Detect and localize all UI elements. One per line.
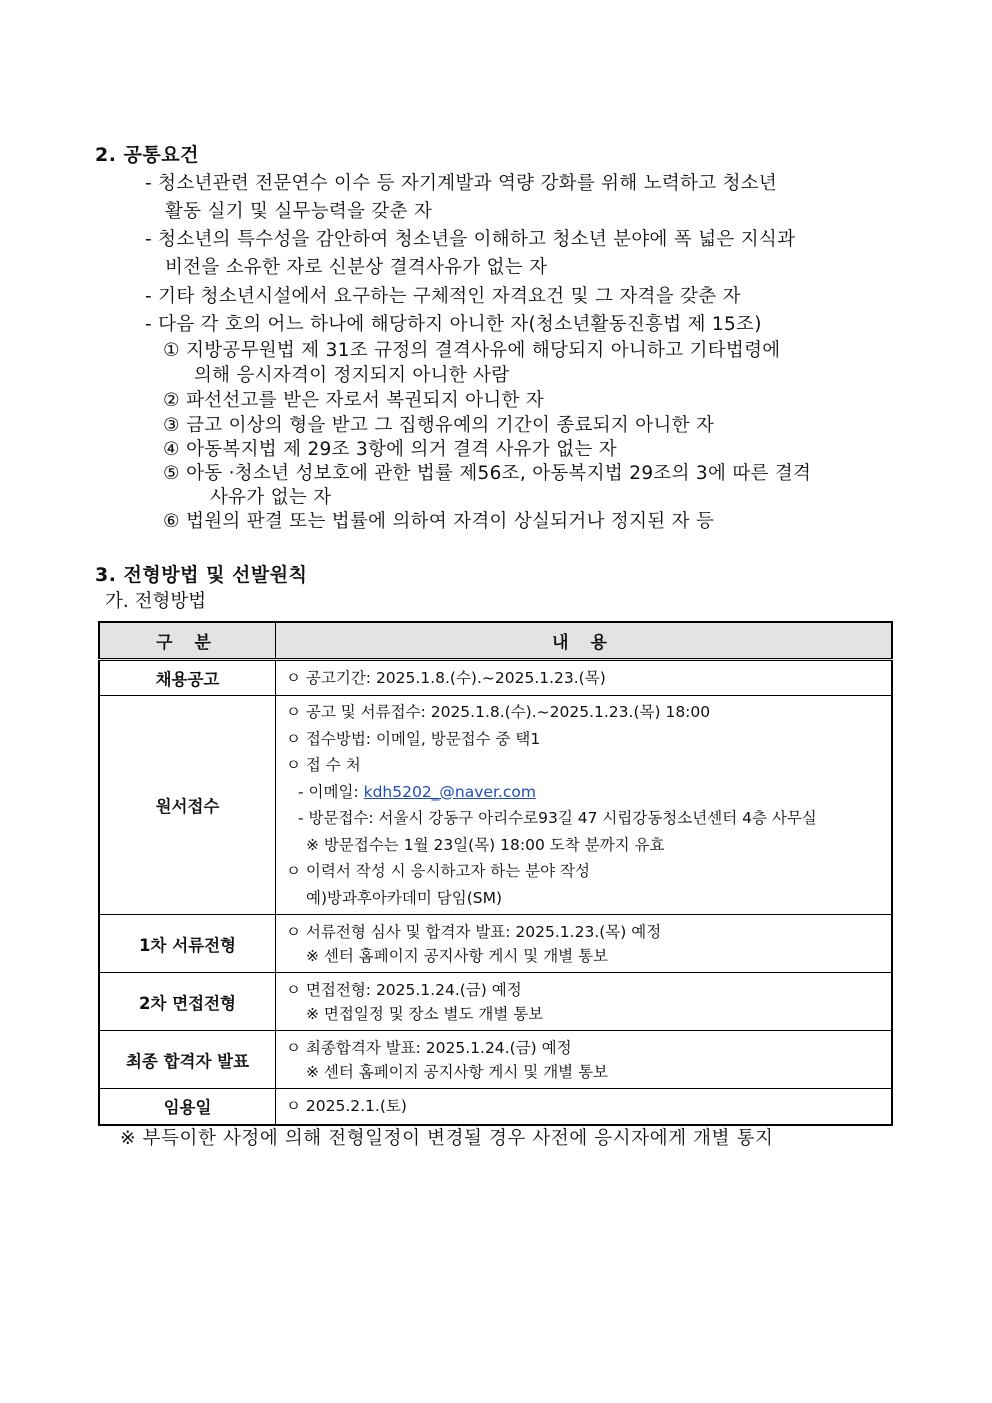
table-row — [99, 973, 892, 1031]
selection-schedule-table — [98, 621, 893, 1126]
requirement-1-line1: - 청소년관련 전문연수 이수 등 자기계발과 역량 강화를 위해 노력하고 청소년 — [145, 173, 778, 194]
row-content-application — [276, 696, 893, 915]
content-line: ㅇ 공고기간: 2025.1.8.(수).~2025.1.23.(목) — [286, 668, 606, 687]
disqualification-3: ③ 금고 이상의 형을 받고 그 집행유예의 기간이 종료되지 아니한 자 — [163, 415, 715, 436]
row-label-announcement: 채용공고 — [99, 660, 276, 696]
content-line: - 방문접수: 서울시 강동구 아리수로93길 47 시립강동청소년센터 4층 사무실 — [298, 809, 817, 827]
header-content: 내 용 — [276, 622, 893, 660]
row-content-announcement — [276, 660, 893, 696]
email-line — [286, 779, 881, 806]
content-line: ㅇ 면접전형: 2025.1.24.(금) 예정 — [286, 980, 522, 999]
row-content-document-screening — [276, 915, 893, 973]
content-line: ㅇ 최종합격자 발표: 2025.1.24.(금) 예정 — [286, 1038, 572, 1057]
requirement-3: - 기타 청소년시설에서 요구하는 구체적인 자격요건 및 그 자격을 갖춘 자 — [145, 286, 741, 307]
content-line: ㅇ 이력서 작성 시 응시하고자 하는 분야 작성 — [286, 862, 591, 880]
content-line: ㅇ 서류전형 심사 및 합격자 발표: 2025.1.23.(목) 예정 — [286, 922, 662, 941]
content-line: ㅇ 공고 및 서류접수: 2025.1.8.(수).~2025.1.23.(목) 18:00 — [286, 703, 711, 721]
row-content-appointment-date — [276, 1089, 893, 1125]
disqualification-6: ⑥ 법원의 판결 또는 법률에 의하여 자격이 상실되거나 정지된 자 등 — [163, 511, 715, 532]
table-row — [99, 696, 892, 915]
table-row — [99, 1031, 892, 1089]
header-category: 구 분 — [99, 622, 276, 660]
table-row — [99, 915, 892, 973]
row-label-appointment-date: 임용일 — [99, 1089, 276, 1125]
disqualification-2: ② 파선선고를 받은 자로서 복권되지 아니한 자 — [163, 390, 545, 411]
table-row — [99, 1089, 892, 1125]
disqualification-5-line2: 사유가 없는 자 — [210, 487, 332, 508]
content-line: ㅇ 접 수 처 — [286, 756, 361, 774]
schedule-change-note: ※ 부득이한 사정에 의해 전형일정이 변경될 경우 사전에 응시자에게 개별 통지 — [120, 1128, 774, 1149]
content-line: ㅇ 접수방법: 이메일, 방문접수 중 택1 — [286, 729, 541, 748]
email-label: - 이메일: — [298, 782, 364, 801]
table-row — [99, 660, 892, 696]
content-line: ※ 방문접수는 1월 23일(목) 18:00 도착 분까지 유효 — [306, 835, 665, 854]
row-content-final-announcement — [276, 1031, 893, 1089]
disqualification-1-line2: 의해 응시자격이 정지되지 아니한 사람 — [194, 365, 510, 386]
disqualification-1-line1: ① 지방공무원법 제 31조 규정의 결격사유에 해당되지 아니하고 기타법령에 — [163, 340, 781, 361]
content-line: 예)방과후아카데미 담임(SM) — [306, 888, 503, 907]
row-label-interview: 2차 면접전형 — [99, 973, 276, 1031]
disqualification-4: ④ 아동복지법 제 29조 3항에 의거 결격 사유가 없는 자 — [163, 439, 617, 460]
row-content-interview — [276, 973, 893, 1031]
disqualification-5-line1: ⑤ 아동 ·청소년 성보호에 관한 법률 제56조, 아동복지법 29조의 3에 따른 결격 — [163, 463, 812, 484]
row-label-document-screening: 1차 서류전형 — [99, 915, 276, 973]
content-line: ※ 센터 홈페이지 공지사항 게시 및 개별 통보 — [306, 1062, 609, 1081]
email-link[interactable]: kdh5202_@naver.com — [363, 782, 536, 801]
content-line: ※ 센터 홈페이지 공지사항 게시 및 개별 통보 — [306, 946, 609, 965]
requirement-2-line2: 비전을 소유한 자로 신분상 결격사유가 없는 자 — [165, 257, 548, 278]
requirement-1-line2: 활동 실기 및 실무능력을 갖춘 자 — [165, 201, 433, 222]
section-3-title: 3. 전형방법 및 선발원칙 — [95, 564, 308, 586]
row-label-application: 원서접수 — [99, 696, 276, 915]
content-line: ※ 면접일정 및 장소 별도 개별 통보 — [306, 1004, 544, 1023]
requirement-4: - 다음 각 호의 어느 하나에 해당하지 아니한 자(청소년활동진흥법 제 15조) — [145, 314, 762, 335]
content-line: ㅇ 2025.2.1.(토) — [286, 1097, 407, 1115]
row-label-final-announcement: 최종 합격자 발표 — [99, 1031, 276, 1089]
table-header-row — [99, 622, 892, 660]
section-2-title: 2. 공통요건 — [95, 144, 199, 166]
requirement-2-line1: - 청소년의 특수성을 감안하여 청소년을 이해하고 청소년 분야에 폭 넓은 지식과 — [145, 229, 796, 250]
section-3-subtitle: 가. 전형방법 — [105, 591, 207, 612]
